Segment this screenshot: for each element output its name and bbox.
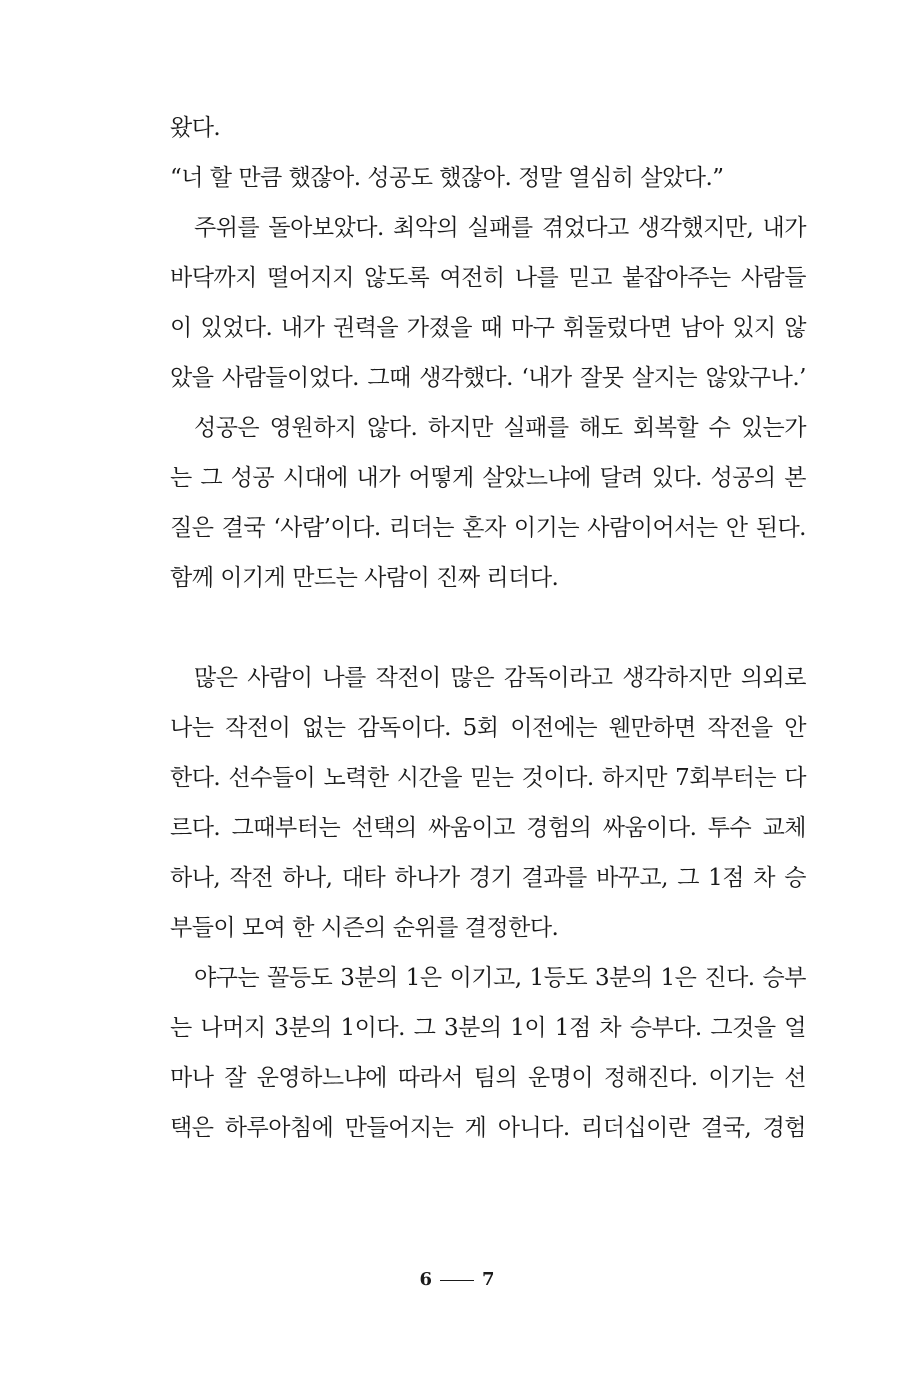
text-line-9: 질은 결국 ‘사람’이다. 리더는 혼자 이기는 사람이어서는 안 된다. [170, 515, 806, 541]
text-line-11: 많은 사람이 나를 작전이 많은 감독이라고 생각하지만 의외로 [194, 665, 806, 691]
text-line-15: 하나, 작전 하나, 대타 하나가 경기 결과를 바꾸고, 그 1점 차 승 [170, 865, 806, 891]
text-line-3: 주위를 돌아보았다. 최악의 실패를 겪었다고 생각했지만, 내가 [194, 215, 806, 241]
page-number-divider [440, 1280, 474, 1281]
text-line-17: 야구는 꼴등도 3분의 1은 이기고, 1등도 3분의 1은 진다. 승부 [194, 965, 806, 991]
text-line-20: 택은 하루아침에 만들어지는 게 아니다. 리더십이란 결국, 경험 [170, 1115, 806, 1141]
text-line-5: 이 있었다. 내가 권력을 가졌을 때 마구 휘둘렀다면 남아 있지 않 [170, 315, 806, 341]
text-line-19: 마나 잘 운영하느냐에 따라서 팀의 운명이 정해진다. 이기는 선 [170, 1065, 806, 1091]
left-page-number: 6 [419, 1269, 432, 1290]
text-line-2: “너 할 만큼 했잖아. 성공도 했잖아. 정말 열심히 살았다.” [170, 165, 724, 191]
page-footer [0, 1268, 914, 1292]
text-line-4: 바닥까지 떨어지지 않도록 여전히 나를 믿고 붙잡아주는 사람들 [170, 265, 806, 291]
text-line-16: 부들이 모여 한 시즌의 순위를 결정한다. [170, 915, 559, 941]
text-line-12: 나는 작전이 없는 감독이다. 5회 이전에는 웬만하면 작전을 안 [170, 715, 806, 741]
right-page-number: 7 [482, 1269, 495, 1290]
text-line-7: 성공은 영원하지 않다. 하지만 실패를 해도 회복할 수 있는가 [194, 415, 806, 441]
text-line-8: 는 그 성공 시대에 내가 어떻게 살았느냐에 달려 있다. 성공의 본 [170, 465, 806, 491]
text-line-14: 르다. 그때부터는 선택의 싸움이고 경험의 싸움이다. 투수 교체 [170, 815, 806, 841]
text-line-1: 왔다. [170, 115, 221, 141]
text-line-18: 는 나머지 3분의 1이다. 그 3분의 1이 1점 차 승부다. 그것을 얼 [170, 1015, 806, 1041]
text-line-13: 한다. 선수들이 노력한 시간을 믿는 것이다. 하지만 7회부터는 다 [170, 765, 806, 791]
text-line-10: 함께 이기게 만드는 사람이 진짜 리더다. [170, 565, 559, 591]
text-line-6: 았을 사람들이었다. 그때 생각했다. ‘내가 잘못 살지는 않았구나.’ [170, 365, 806, 391]
